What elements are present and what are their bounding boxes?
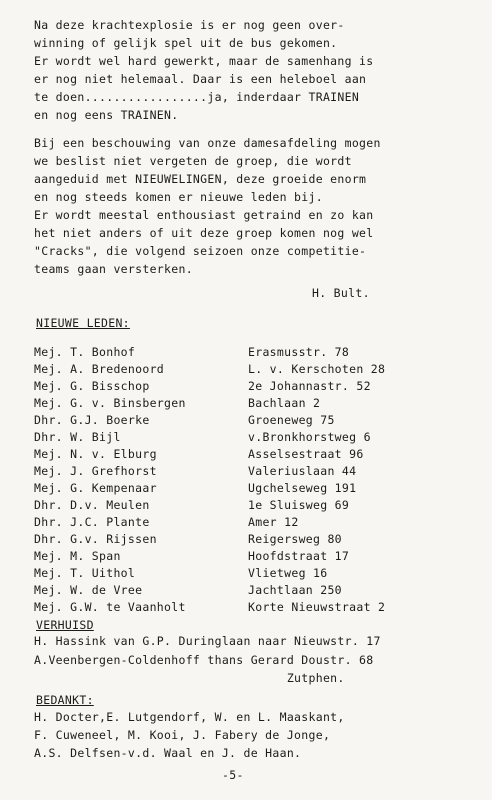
member-name: Dhr. G.J. Boerke xyxy=(34,413,150,427)
member-name: Dhr. J.C. Plante xyxy=(34,515,150,529)
member-name: Mej. T. Bonhof xyxy=(34,345,136,359)
ladies-line: Er wordt meestal enthousiast getraind en zo kan xyxy=(34,208,374,222)
ladies-line: en nog steeds komen er nieuwe leden bij. xyxy=(34,190,323,204)
moved-line: H. Hassink van G.P. Duringlaan naar Nieuwstr. 17 xyxy=(34,634,381,648)
moved-line: Zutphen. xyxy=(34,671,345,685)
member-address: Bachlaan 2 xyxy=(248,396,321,410)
member-address: Ugchelseweg 191 xyxy=(248,481,357,495)
member-name: Mej. G. Kempenaar xyxy=(34,481,157,495)
intro-line: er nog niet helemaal. Daar is een heleboel aan xyxy=(34,72,367,86)
member-address: Reigersweg 80 xyxy=(248,532,342,546)
page-number: -5- xyxy=(222,768,244,782)
member-address: Groeneweg 75 xyxy=(248,413,335,427)
member-address: v.Bronkhorstweg 6 xyxy=(248,430,371,444)
moved-heading: VERHUISD xyxy=(36,618,94,632)
member-address: Hoofdstraat 17 xyxy=(248,549,350,563)
member-name: Mej. A. Bredenoord xyxy=(34,362,165,376)
intro-line: en nog eens TRAINEN. xyxy=(34,108,179,122)
thanks-line: A.S. Delfsen-v.d. Waal en J. de Haan. xyxy=(34,746,302,760)
member-address: L. v. Kerschoten 28 xyxy=(248,362,386,376)
member-address: 1e Sluisweg 69 xyxy=(248,498,350,512)
intro-line: Er wordt wel hard gewerkt, maar de samenhang is xyxy=(34,54,374,68)
thanks-heading: BEDANKT: xyxy=(36,693,94,707)
member-name: Mej. N. v. Elburg xyxy=(34,447,157,461)
member-address: 2e Johannastr. 52 xyxy=(248,379,371,393)
moved-line: A.Veenbergen-Coldenhoff thans Gerard Doustr. 68 xyxy=(34,653,374,667)
member-address: Korte Nieuwstraat 2 xyxy=(248,600,386,614)
intro-line: winning of gelijk spel uit de bus gekomen. xyxy=(34,36,338,50)
ladies-line: aangeduid met NIEUWELINGEN, deze groeide enorm xyxy=(34,172,367,186)
member-address: Vlietweg 16 xyxy=(248,566,328,580)
member-name: Mej. T. Uithol xyxy=(34,566,136,580)
member-name: Mej. M. Span xyxy=(34,549,121,563)
ladies-line: het niet anders of uit deze groep komen nog wel xyxy=(34,226,374,240)
member-name: Mej. J. Grefhorst xyxy=(34,464,157,478)
member-address: Jachtlaan 250 xyxy=(248,583,342,597)
ladies-line: Bij een beschouwing van onze damesafdeling mogen xyxy=(34,136,381,150)
member-address: Asselsestraat 96 xyxy=(248,447,364,461)
signature: H. Bult. xyxy=(312,286,370,300)
intro-line: Na deze krachtexplosie is er nog geen over- xyxy=(34,18,345,32)
ladies-line: teams gaan versterken. xyxy=(34,262,193,276)
thanks-line: F. Cuweneel, M. Kooi, J. Fabery de Jonge, xyxy=(34,728,331,742)
ladies-line: "Cracks", die volgend seizoen onze competitie- xyxy=(34,244,367,258)
member-name: Dhr. D.v. Meulen xyxy=(34,498,150,512)
member-name: Dhr. W. Bijl xyxy=(34,430,121,444)
member-name: Mej. G. Bisschop xyxy=(34,379,150,393)
member-address: Valeriuslaan 44 xyxy=(248,464,357,478)
member-name: Mej. W. de Vree xyxy=(34,583,143,597)
member-name: Mej. G.W. te Vaanholt xyxy=(34,600,186,614)
member-name: Dhr. G.v. Rijssen xyxy=(34,532,157,546)
member-name: Mej. G. v. Binsbergen xyxy=(34,396,186,410)
member-address: Erasmusstr. 78 xyxy=(248,345,350,359)
new-members-heading: NIEUWE LEDEN: xyxy=(36,316,130,330)
thanks-line: H. Docter,E. Lutgendorf, W. en L. Maaskant, xyxy=(34,710,345,724)
member-address: Amer 12 xyxy=(248,515,299,529)
intro-line: te doen.................ja, inderdaar TRAINEN xyxy=(34,90,360,104)
ladies-line: we beslist niet vergeten de groep, die wordt xyxy=(34,154,352,168)
